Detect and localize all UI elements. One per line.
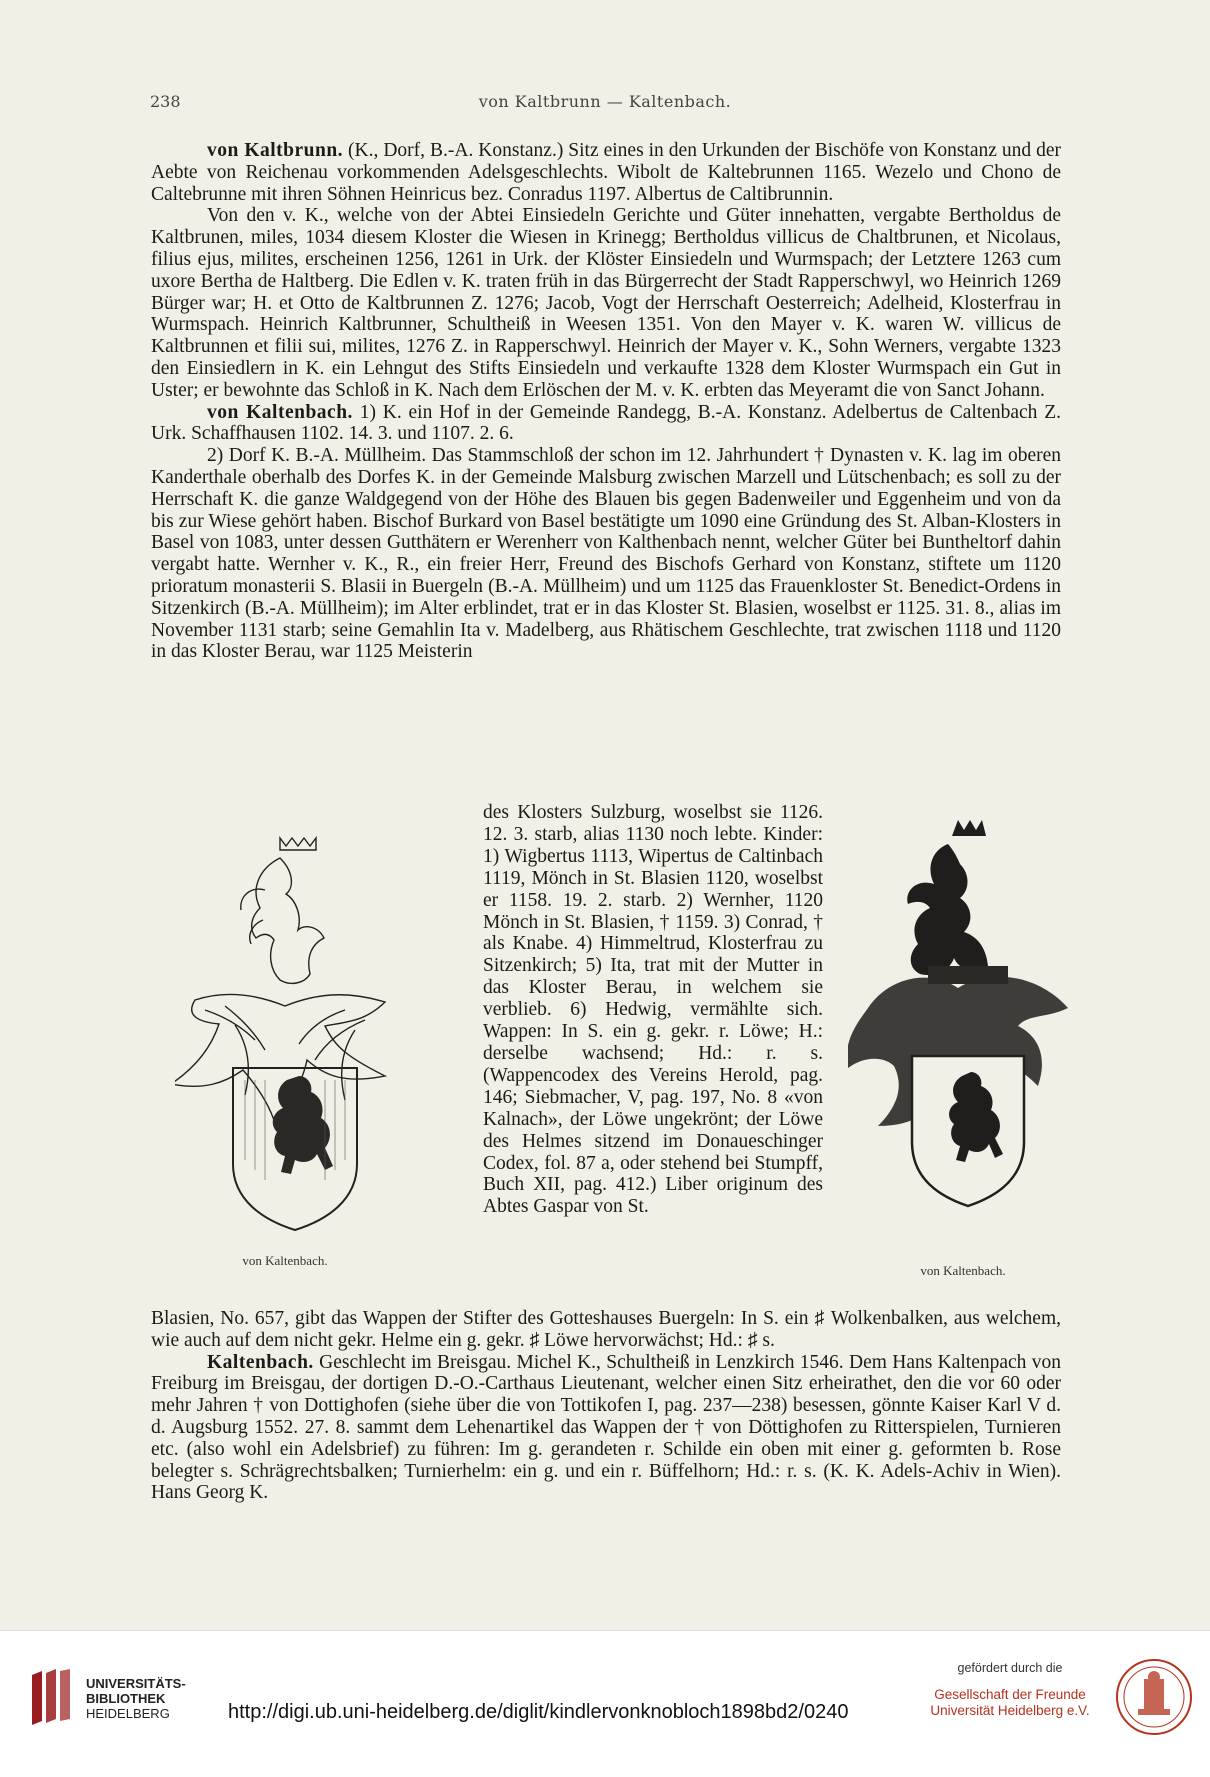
footer-bar bbox=[0, 1630, 1210, 1777]
entry-kaltenbach-breisgau bbox=[151, 1352, 1061, 1505]
running-title: von Kaltbrunn — Kaltenbach. bbox=[478, 92, 732, 111]
caption-right: von Kaltenbach. bbox=[920, 1263, 1006, 1278]
entry-kaltbrunn bbox=[151, 140, 1061, 205]
coat-of-arms-left bbox=[175, 830, 415, 1250]
entry-heading: Kaltenbach. bbox=[207, 1351, 314, 1373]
entry-text: 1) K. ein Hof in der Gemeinde Randegg, B.-A. Konstanz. Adelbertus de Caltenbach Z. Urk. Schaffhausen 1102. 14. 3. und 1107. 2. 6. bbox=[151, 401, 1061, 445]
caption-left: von Kaltenbach. bbox=[242, 1253, 328, 1268]
main-text-top bbox=[151, 140, 1061, 663]
sponsor-name-line: Gesellschaft der Freunde bbox=[934, 1687, 1086, 1702]
entry-heading: von Kaltenbach. bbox=[207, 401, 353, 423]
library-name-line: BIBLIOTHEK bbox=[86, 1691, 166, 1706]
coat-of-arms-right bbox=[848, 808, 1088, 1248]
paragraph: 2) Dorf K. B.-A. Müllheim. Das Stammschloß der schon im 12. Jahrhundert † Dynasten v. K. lag im oberen Kanderthale oberhalb des Dorfes K. in der Gemeinde Malsburg zwischen Marzell und Lütschenbach; es soll zu der Herrschaft K. die ganze Waldgegend von der Höhe des Blauen bis gegen Badenweiler und Eggenheim und von da bis zur Wiese gehört haben. Bischof Burkard von Basel bestätigte um 1090 eine Gründung des St. Alban-Klosters in Basel von 1083, unter dessen Gutthätern er Werenherr von Kalthenbach nennt, welcher Güter bei Buntheltorf dahin vergabt hatte. Wernher v. K., R., ein freier Herr, Freund des Bischofs Gerhard von Konstanz, stiftete um 1120 prioratum monasterii S. Blasii in Buergeln (B.-A. Müllheim) und um 1125 das Frauenkloster St. Benedict-Ordens in Sitzenkirch (B.-A. Müllheim); im Alter erblindet, trat er in das Kloster St. Blasien, woselbst er 1125. 31. 8., alias im November 1131 starb; seine Gemahlin Ita v. Madelberg, aus Rhätischem Geschlechte, trat zwischen 1118 und 1120 in das Kloster Berau, war 1125 Meisterin bbox=[151, 445, 1061, 663]
library-name-line: UNIVERSITÄTS- bbox=[86, 1676, 186, 1691]
entry-heading: von Kaltbrunn. bbox=[207, 140, 344, 161]
sponsor-name bbox=[905, 1687, 1115, 1719]
permalink-url[interactable]: http://digi.ub.uni-heidelberg.de/diglit/kindlervonknobloch1898bd2/0240 bbox=[228, 1701, 849, 1723]
sponsor-block bbox=[905, 1661, 1115, 1719]
university-library-logo-icon bbox=[28, 1669, 78, 1729]
sponsor-name-line: Universität Heidelberg e.V. bbox=[930, 1703, 1090, 1718]
main-text-bottom bbox=[151, 1308, 1061, 1504]
sponsor-label: gefördert durch die bbox=[957, 1661, 1063, 1675]
university-seal-icon bbox=[1114, 1657, 1194, 1737]
page-number: 238 bbox=[150, 92, 181, 111]
paragraph: Von den v. K., welche von der Abtei Einsiedeln Gerichte und Güter innehatten, vergabte Bertholdus de Kaltbrunen, miles, 1034 diesem Kloster die Wiesen in Krinegg; Bertholdus villicus de Chaltbrunen, et Nicolaus, filius ejus, milites, erscheinen 1256, 1261 in Urk. der Klöster Einsiedeln und Wurmspach; der Letztere 1263 cum uxore Bertha de Haltberg. Die Edlen v. K. traten früh in das Bürgerrecht der Stadt Rapperschwyl, wo Heinrich 1269 Bürger war; H. et Otto de Kaltbrunnen Z. 1276; Jacob, Vogt der Herrschaft Oesterreich; Adelheid, Klosterfrau in Wurmspach. Heinrich Kaltbrunner, Schultheiß in Weesen 1351. Von den Mayer v. K. waren W. villicus de Kaltbrunnen et filii sui, milites, 1276 Z. in Rapperschwyl. Heinrich der Mayer v. K., Sohn Werners, vergabte 1323 den Einsiedlern in K. ein Lehngut des Stifts Einsiedeln und verkaufte 1328 dem Kloster Wurmspach ein Gut in Uster; er bewohnte das Schloß in K. Nach dem Erlöschen der M. v. K. erbten das Meyeramt die von Sanct Johann. bbox=[151, 205, 1061, 401]
library-name bbox=[86, 1676, 186, 1721]
entry-text: (K., Dorf, B.-A. Konstanz.) Sitz eines in den Urkunden der Bischöfe von Konstanz und der Aebte von Reichenau vorkommenden Adelsgeschlechts. Wibolt de Kaltebrunnen 1165. Wezelo und Chono de Caltebrunne mit ihren Söhnen Heinricus bez. Conradus 1197. Albertus de Caltibrunnin. bbox=[151, 140, 1061, 205]
library-name-line: HEIDELBERG bbox=[86, 1706, 170, 1721]
entry-kaltenbach bbox=[151, 402, 1061, 446]
entry-text: Geschlecht im Breisgau. Michel K., Schultheiß in Lenzkirch 1546. Dem Hans Kaltenpach von Freiburg im Breisgau, der dortigen D.-O.-Carthaus Lieutenant, welcher einen Sitz erheirathet, den die vor 60 oder mehr Jahren † von Dottighofen (siehe über die von Tottikofen I, pag. 237—238) besessen, gönnte Kaiser Karl V d. d. Augsburg 1552. 27. 8. sammt dem Lehenartikel das Wappen der † von Döttighofen zu Ritterspielen, Turnieren etc. (also wohl ein Adelsbrief) zu führen: Im g. gerandeten r. Schilde ein oben mit einer g. geformten b. Rose belegter s. Schrägrechtsbalken; Turnierhelm: ein g. und ein r. Büffelhorn; Hd.: r. s. (K. K. Adels-Achiv in Wien). Hans Georg K. bbox=[151, 1351, 1061, 1504]
paragraph: Blasien, No. 657, gibt das Wappen der Stifter des Gotteshauses Buergeln: In S. ein ♯ Wolkenbalken, aus welchem, wie auch auf dem nicht gekr. Helme ein g. gekr. ♯ Löwe hervorwächst; Hd.: ♯ s. bbox=[151, 1308, 1061, 1351]
column-text: des Klosters Sulzburg, woselbst sie 1126. 12. 3. starb, alias 1130 noch lebte. Kinder: 1) Wigbertus 1113, Wipertus de Caltinbach 1119, Mönch in St. Blasien 1120, woselbst er 1158. 19. 2. starb. 2) Wernher, 1120 Mönch in St. Blasien, † 1159. 3) Conrad, † als Knabe. 4) Himmeltrud, Klosterfrau zu Sitzenkirch; 5) Ita, trat mit der Mutter in das Kloster Berau, in welchem sie verblieb. 6) Hedwig, vermählte sich. Wappen: In S. ein g. gekr. r. Löwe; H.: derselbe wachsend; Hd.: r. s. (Wappencodex des Vereins Herold, pag. 146; Siebmacher, V, pag. 197, No. 8 «von Kalnach», der Löwe ungekrönt; der Löwe des Helmes sitzend im Donaueschinger Codex, fol. 87 a, oder stehend bei Stumpff, Buch XII, pag. 412.) Liber originum des Abtes Gaspar von St. bbox=[483, 802, 823, 1218]
